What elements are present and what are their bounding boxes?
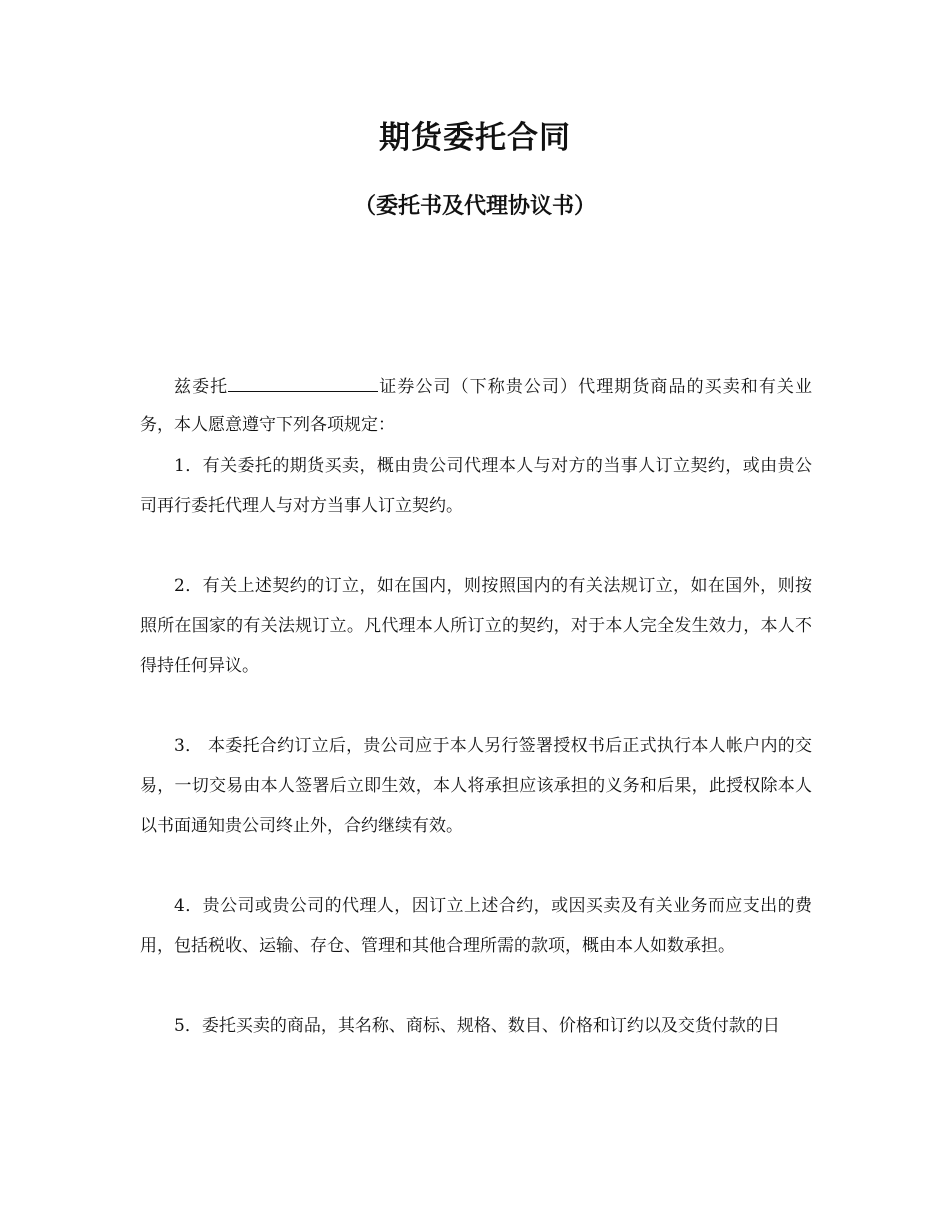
intro-suffix: 证券公司（下称贵公司）代理期货商品的买卖和有关业务，本人愿意遵守下列各项规定： (140, 377, 813, 435)
document-body (140, 368, 812, 1046)
clause-5: 5．委托买卖的商品，其名称、商标、规格、数目、价格和订约以及交货付款的日 (174, 1016, 780, 1036)
clause-1: 1．有关委托的期货买卖，概由贵公司代理本人与对方的当事人订立契约，或由贵公司再行委托代理人与对方当事人订立契约。 (140, 456, 812, 516)
document-subtitle: （委托书及代理协议书） (353, 193, 596, 219)
intro-paragraph (140, 368, 812, 444)
clause-3: 3． 本委托合约订立后，贵公司应于本人另行签署授权书后正式执行本人帐户内的交易，一切交易由本人签署后立即生效，本人将承担应该承担的义务和后果，此授权除本人以书面通知贵公司终止外，合约继续有效。 (140, 736, 812, 836)
clause-2: 2．有关上述契约的订立，如在国内，则按照国内的有关法规订立，如在国外，则按照所在国家的有关法规订立。凡代理本人所订立的契约，对于本人完全发生效力，本人不得持任何异议。 (140, 576, 812, 676)
document-title: 期货委托合同 (379, 120, 571, 156)
clause-4: 4．贵公司或贵公司的代理人，因订立上述合约，或因买卖及有关业务而应支出的费用，包括税收、运输、存仓、管理和其他合理所需的款项，概由本人如数承担。 (140, 896, 812, 956)
agent-company-blank (228, 373, 378, 392)
intro-prefix: 兹委托 (174, 377, 229, 397)
